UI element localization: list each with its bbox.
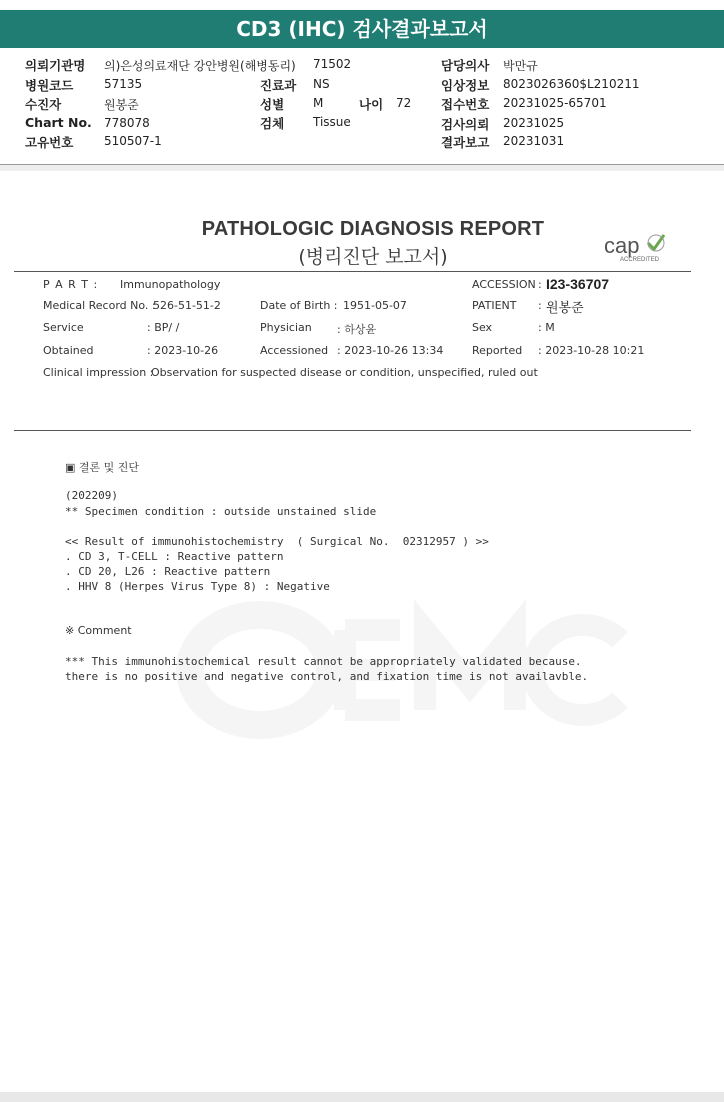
specimen-value: Tissue [313,115,351,129]
conclusion-section-title: ▣ 결론 및 진단 [65,461,140,474]
clinical-impression-value: Observation for suspected disease or condition, unspecified, ruled out [151,366,538,379]
accessioned-value: : 2023-10-26 13:34 [337,344,444,357]
clinical-info-value: 8023026360$L210211 [503,77,640,91]
comment-title: ※ Comment [65,624,132,637]
accession-label: ACCESSION [472,278,536,291]
body-line: . CD 20, L26 : Reactive pattern [65,565,271,578]
request-institution-code: 71502 [313,57,352,71]
accession-value: I23-36707 [546,276,610,292]
unique-no-label: 고유번호 [25,135,74,150]
medical-record-value: 526-51-51-2 [153,299,221,312]
sex-value: M [313,96,324,110]
dob-label: Date of Birth : [260,299,338,312]
page-title-bar [0,10,724,48]
physician-value: 박만규 [503,59,538,73]
report-top-rule [14,271,691,272]
comment-line: there is no positive and negative control, and fixation time is not availavble. [65,670,589,683]
hospital-code-value: 57135 [104,77,143,91]
specimen-label: 검체 [260,116,285,131]
physician-report-value: : 하상윤 [337,323,377,336]
department-label: 진료과 [260,78,297,93]
hospital-code-label: 병원코드 [25,78,74,93]
medical-record-label: Medical Record No. : [43,299,156,312]
physician-label: 담당의사 [441,58,490,73]
clinical-impression-label: Clinical impression : [43,366,154,379]
part-value: Immunopathology [120,278,221,291]
reported-value: : 2023-10-28 10:21 [538,344,645,357]
dob-value: 1951-05-07 [343,299,407,312]
chart-no-value: 778078 [104,116,150,130]
result-report-label: 결과보고 [441,135,490,150]
sex-label: 성별 [260,97,285,112]
sex-report-value: : M [538,321,555,334]
obtained-value: : 2023-10-26 [147,344,219,357]
sex-report-label: Sex [472,321,493,334]
test-request-value: 20231025 [503,116,565,130]
patient-report-label: PATIENT [472,299,517,312]
obtained-label: Obtained [43,344,94,357]
result-report-value: 20231031 [503,134,565,148]
body-line: (202209) [65,489,118,502]
body-line: . CD 3, T-CELL : Reactive pattern [65,550,284,563]
cap-accredited-text: ACCREDITED [620,257,660,263]
clinical-info-label: 임상정보 [441,78,490,93]
accession-colon: : [538,278,542,291]
patient-report-colon: : [538,299,542,312]
page-title: CD3 (IHC) 검사결과보고서 [236,17,488,41]
age-value: 72 [396,96,412,110]
unique-no-value: 510507-1 [104,134,162,148]
age-label: 나이 [359,97,384,112]
test-request-label: 검사의뢰 [441,117,490,132]
report-subtitle: (병리진단 보고서) [298,246,448,268]
service-value: : BP/ / [147,321,180,334]
bottom-band [0,1092,724,1102]
body-line: . HHV 8 (Herpes Virus Type 8) : Negative [65,580,330,593]
patient-report-value: 원봉준 [546,301,584,316]
reported-label: Reported [472,344,523,357]
receipt-no-value: 20231025-65701 [503,96,607,110]
body-line: ** Specimen condition : outside unstained slide [65,505,377,518]
part-label: P A R T : [43,278,99,291]
service-label: Service [43,321,84,334]
body-line: << Result of immunohistochemistry ( Surgical No. 02312957 ) >> [65,535,489,548]
patient-value: 원봉준 [104,98,139,112]
request-institution-label: 의뢰기관명 [25,58,86,73]
chart-no-label: Chart No. [25,115,92,130]
request-institution-value: 의)은성의료재단 강안병원(해병동리) [104,59,296,73]
receipt-no-label: 접수번호 [441,97,490,112]
comment-line: *** This immunohistochemical result cannot be appropriately validated because. [65,655,582,668]
cap-logo-text: cap [604,233,640,258]
cap-accredited-logo [604,229,668,263]
patient-label: 수진자 [25,97,62,112]
department-value: NS [313,77,330,91]
report-title: PATHOLOGIC DIAGNOSIS REPORT [201,218,545,240]
accessioned-label: Accessioned [260,344,329,357]
physician-report-label: Physician [260,321,312,334]
report-mid-rule [14,430,691,431]
